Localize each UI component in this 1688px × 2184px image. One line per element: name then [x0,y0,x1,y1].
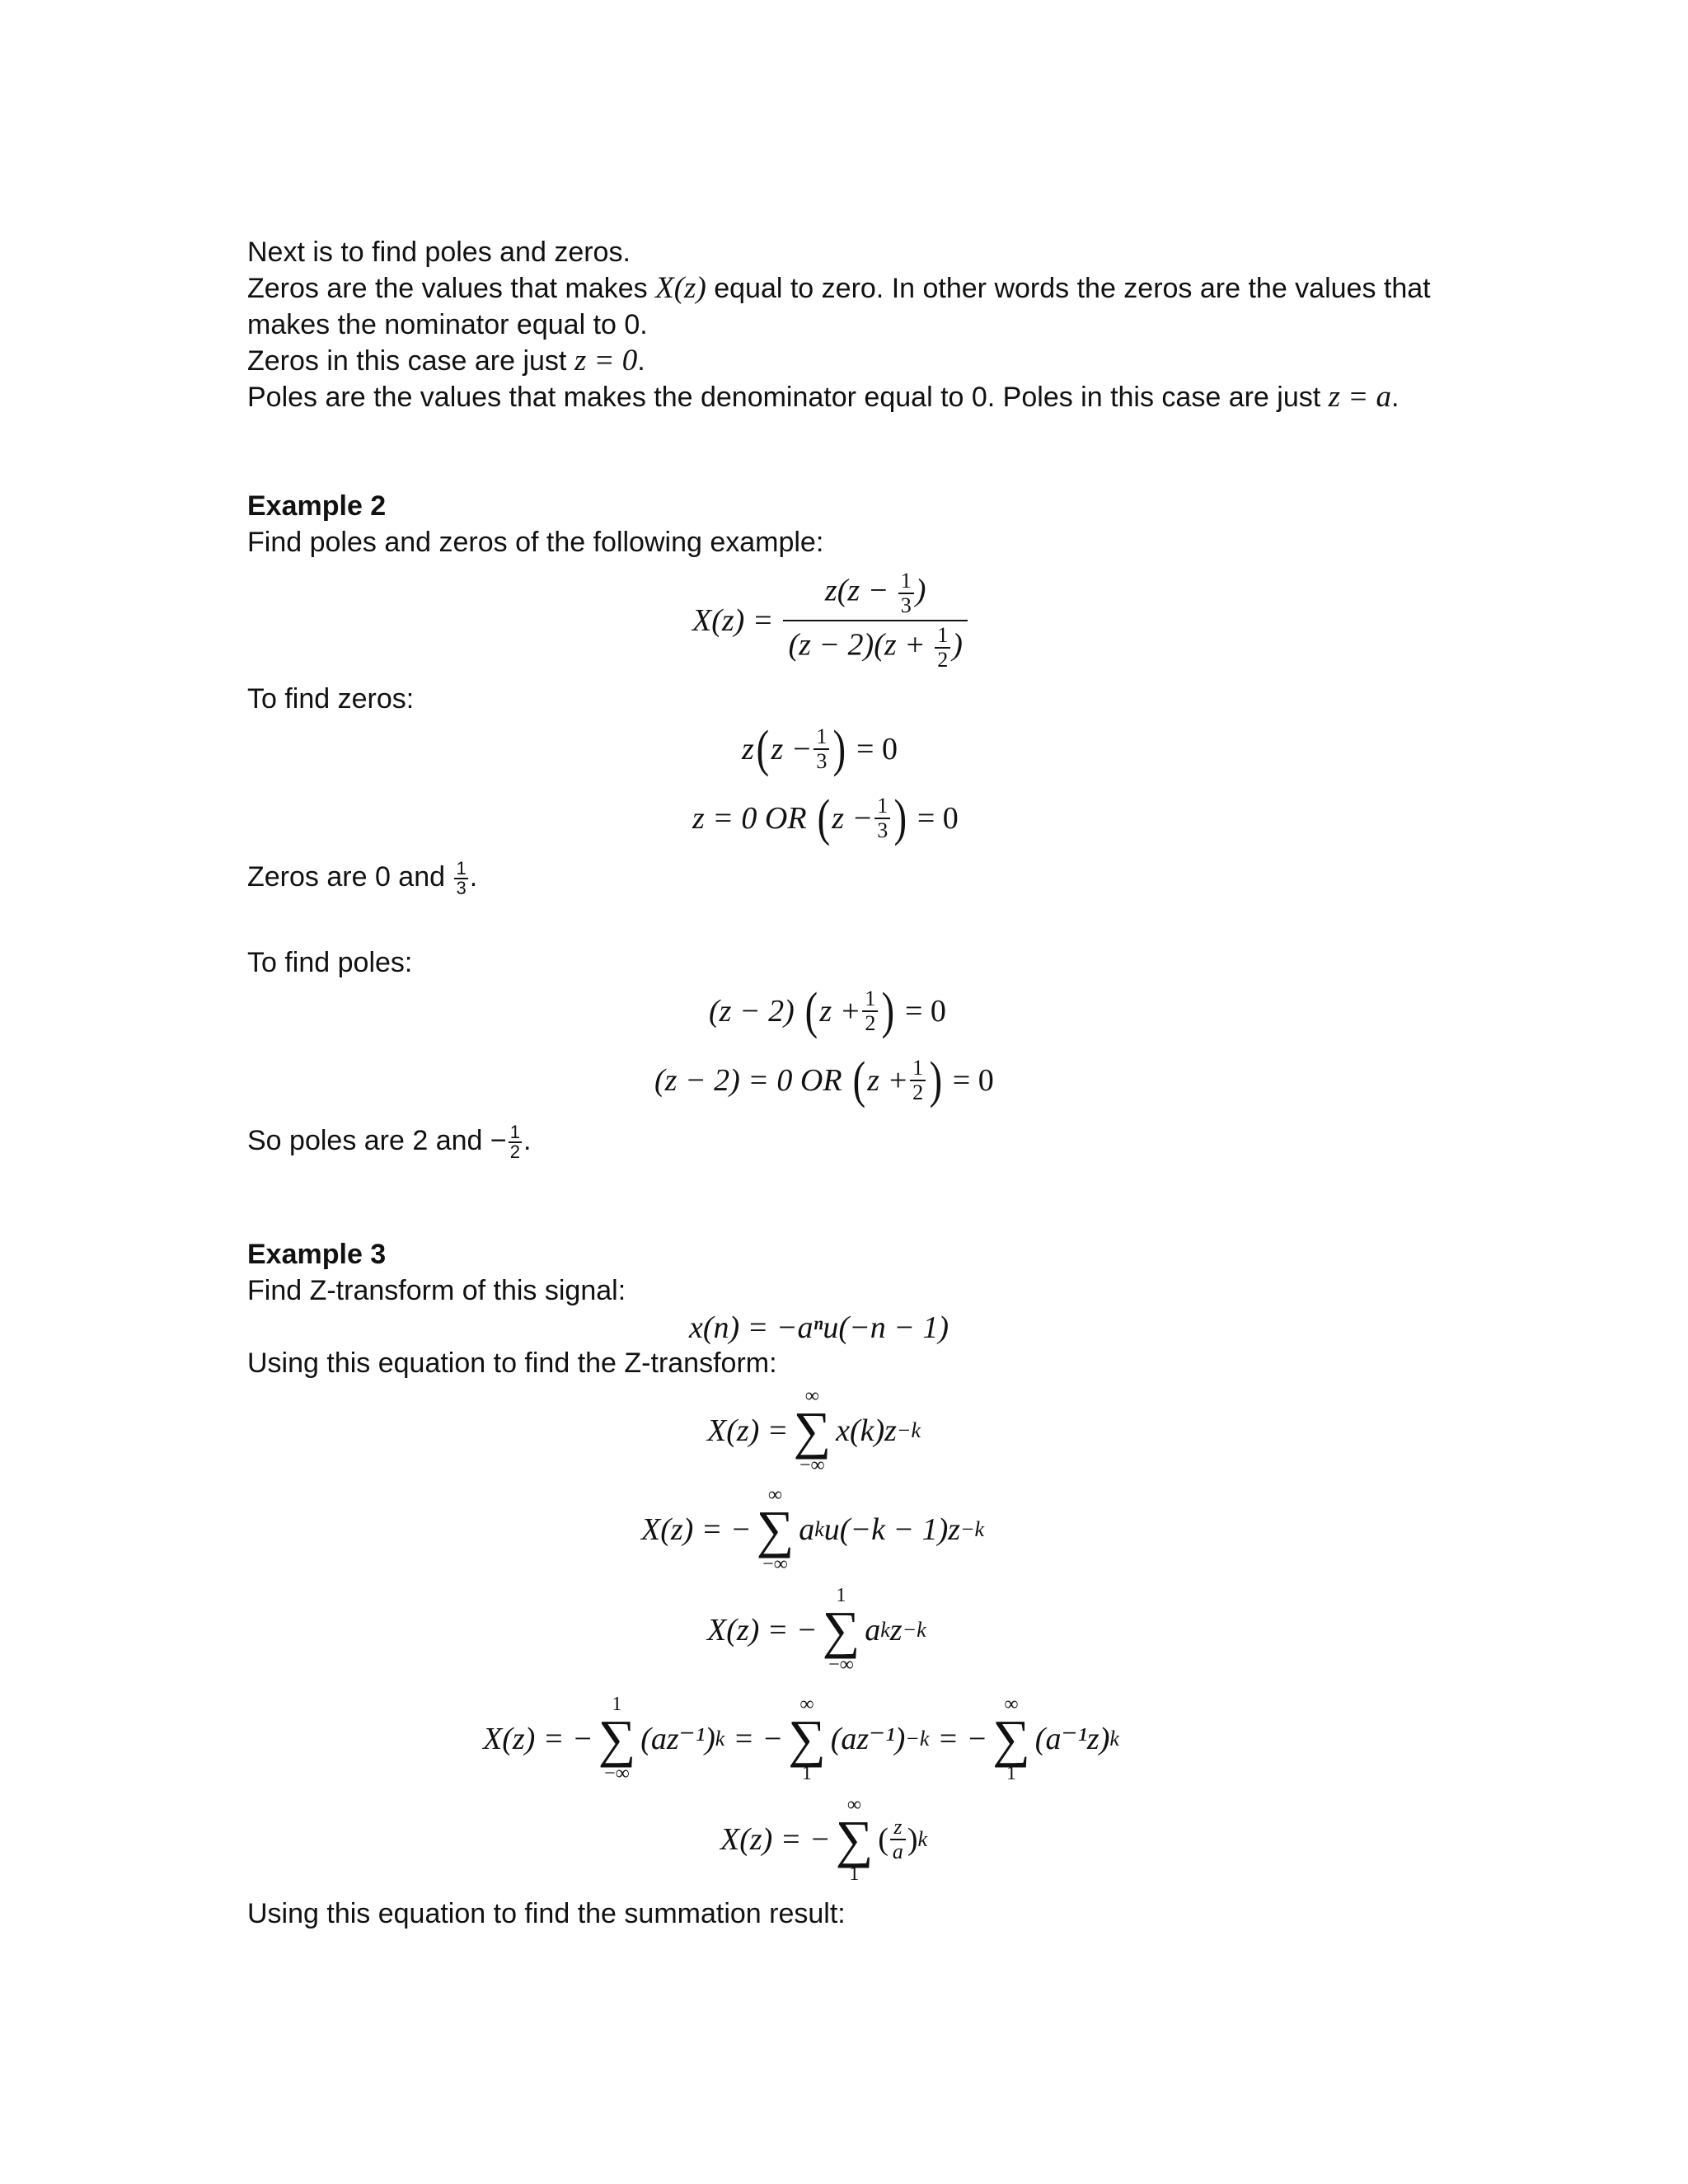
intro-line-2: Zeros are the values that makes X(z) equal to zero. In other words the zeros are the values that [247,271,1431,305]
example3-heading: Example 3 [247,1239,387,1270]
poles-equation-2: (z − 2) = 0 OR ( z + $\frac{1}{2}$ ) = 0 [654,1052,994,1108]
zeros-result: Zeros are 0 and $\frac{1}{3}$ . [247,858,478,899]
using-equation-line-1: Using this equation to find the Z-transform: [247,1347,777,1379]
z-transform-step-4: X(z) = − 1 ∑ −∞ (az⁻¹) k = − ∞ ∑ 1 (az⁻¹) −k = − ∞ ∑ 1 (a⁻¹z) k [483,1694,1119,1784]
poles-equation-1: (z − 2) ( z + $\frac{1}{2}$ ) = 0 [709,983,946,1039]
example2-prompt: Find poles and zeros of the following example: [247,527,824,558]
example2-transfer-function: X(z) = z(z − $\frac{1}{3}$ ) (z − 2)(z + $\frac{1}{2}$ ) [692,570,971,671]
z-transform-step-5: X(z) = − ∞ ∑ 1 ( $\frac{z}{a}$ ) k [720,1794,928,1885]
signal-equation: x(n) = −aⁿu(−n − 1) [689,1310,950,1345]
z-transform-step-2: X(z) = − ∞ ∑ −∞ a k u(−k − 1)z −k [641,1484,985,1575]
intro-line-3: makes the nominator equal to 0. [247,309,648,340]
poles-result: So poles are 2 and − $\frac{1}{2}$ . [247,1122,532,1163]
intro-line-5: Poles are the values that makes the denominator equal to 0. Poles in this case are just z = a. [247,380,1400,414]
zeros-equation-2: z = 0 OR ( z − $\frac{1}{3}$ ) = 0 [692,790,959,846]
intro-line-1: Next is to find poles and zeros. [247,237,631,268]
using-equation-line-2: Using this equation to find the summation result: [247,1898,846,1929]
example3-prompt: Find Z-transform of this signal: [247,1275,626,1306]
zeros-equation-1: z ( z − $\frac{1}{3}$ ) = 0 [742,721,898,777]
example2-heading: Example 2 [247,490,387,522]
intro-line-4: Zeros in this case are just z = 0. [247,344,645,377]
z-transform-definition: X(z) = ∞ ∑ −∞ x(k)z −k [707,1385,921,1476]
z-transform-step-3: X(z) = − 1 ∑ −∞ a k z −k [707,1585,926,1675]
zeros-label: To find zeros: [247,683,415,715]
poles-label: To find poles: [247,947,413,978]
